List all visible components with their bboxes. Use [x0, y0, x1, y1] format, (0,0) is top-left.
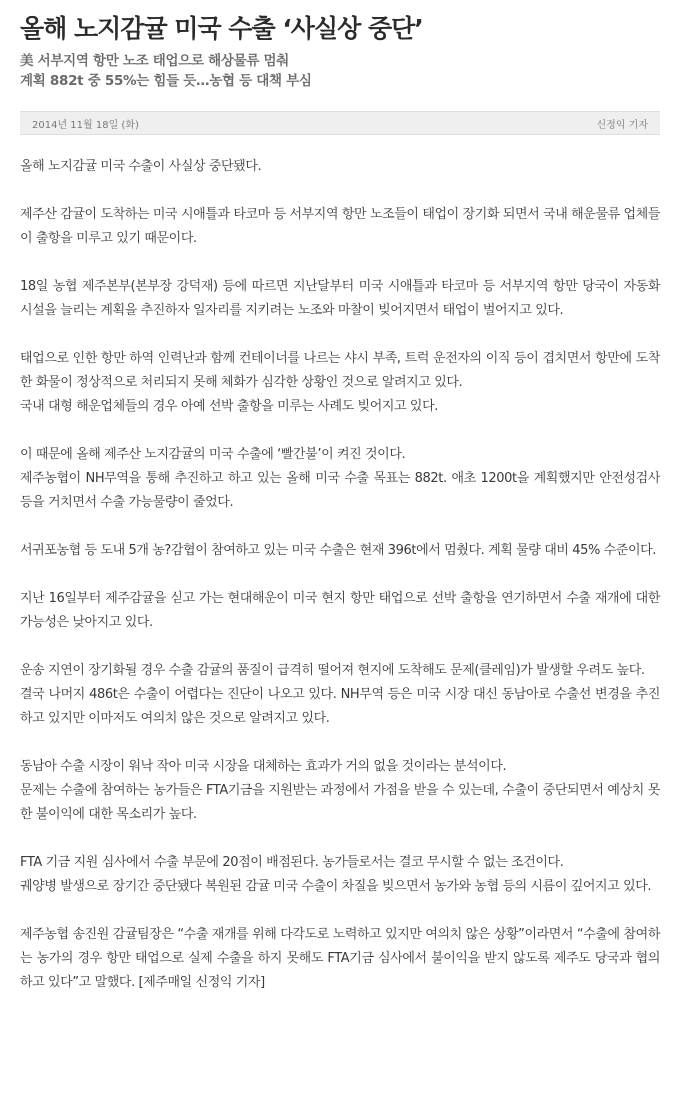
paragraph-sentence: 동남아 수출 시장이 워낙 작아 미국 시장을 대체하는 효과가 거의 없을 것이라는 분석이다.	[20, 759, 507, 774]
paragraph-sentence: 이 때문에 올해 제주산 노지감귤의 미국 수출에 ‘빨간불’이 켜진 것이다.	[20, 447, 406, 462]
article-paragraph	[20, 275, 660, 323]
article-paragraph	[20, 155, 660, 179]
article-paragraph	[20, 755, 660, 827]
paragraph-sentence: 올해 노지감귤 미국 수출이 사실상 중단됐다.	[20, 159, 262, 174]
article-body	[20, 155, 660, 995]
paragraph-sentence: 서귀포농협 등 도내 5개 농?감협이 참여하고 있는 미국 수출은 현재 396t에서 멈췄다. 계획 물량 대비 45% 수준이다.	[20, 543, 657, 558]
paragraph-sentence: 운송 지연이 장기화될 경우 수출 감귤의 품질이 급격히 떨어져 현지에 도착해도 문제(클레임)가 발생할 우려도 높다.	[20, 663, 645, 678]
paragraph-sentence: 문제는 수출에 참여하는 농가들은 FTA기금을 지원받는 과정에서 가점을 받을 수 있는데, 수출이 중단되면서 예상치 못한 불이익에 대한 목소리가 높다.	[20, 783, 660, 822]
paragraph-sentence: 결국 나머지 486t은 수출이 어렵다는 진단이 나오고 있다. NH무역 등은 미국 시장 대신 동남아로 수출선 변경을 추진하고 있지만 이마저도 여의치 않은 것으로 알려지고 있다.	[20, 687, 660, 726]
reporter-byline: 신정익 기자	[596, 119, 648, 131]
paragraph-sentence: 제주산 감귤이 도착하는 미국 시애틀과 타코마 등 서부지역 항만 노조들이 태업이 장기화 되면서 국내 해운물류 업체들이 출항을 미루고 있기 때문이다.	[20, 207, 660, 246]
paragraph-sentence: 18일 농협 제주본부(본부장 강덕재) 등에 따르면 지난달부터 미국 시애틀과 타코마 등 서부지역 항만 당국이 자동화 시설을 늘리는 계획을 추진하자 일자리를 지키려는 노조와 마찰이 빚어지면서 태업이 벌어지고 있다.	[20, 279, 660, 318]
headline: 올해 노지감귤 미국 수출 ‘사실상 중단’	[20, 14, 423, 43]
subheadlines	[20, 51, 660, 91]
subheadline: 美 서부지역 항만 노조 태업으로 해상물류 멈춰	[20, 53, 289, 69]
paragraph-sentence: 제주농협 송진원 감귤팀장은 “수출 재개를 위해 다각도로 노력하고 있지만 여의치 않은 상황”이라면서 “수출에 참여하는 농가의 경우 항만 태업으로 실제 수출을 하지 못해도 FTA기금 심사에서 불이익을 받지 않도록 제주도 당국과 협의하고 있다”고 말했다. [제주매일 신정익 기자]	[20, 927, 660, 990]
article-paragraph	[20, 443, 660, 515]
article-paragraph	[20, 851, 660, 899]
article-paragraph	[20, 539, 660, 563]
article-paragraph	[20, 347, 660, 419]
article-meta-bar	[20, 111, 660, 135]
article-paragraph	[20, 203, 660, 251]
article-paragraph	[20, 659, 660, 731]
paragraph-sentence: 지난 16일부터 제주감귤을 싣고 가는 현대해운이 미국 현지 항만 태업으로 선박 출항을 연기하면서 수출 재개에 대한 가능성은 낮아지고 있다.	[20, 591, 660, 630]
paragraph-sentence: FTA 기금 지원 심사에서 수출 부문에 20점이 배점된다. 농가들로서는 결코 무시할 수 없는 조건이다.	[20, 855, 564, 870]
article-paragraph	[20, 587, 660, 635]
paragraph-sentence: 태업으로 인한 항만 하역 인력난과 함께 컨테이너를 나르는 샤시 부족, 트럭 운전자의 이직 등이 겹치면서 항만에 도착한 화물이 정상적으로 처리되지 못해 체화가 심각한 상황인 것으로 알려지고 있다.	[20, 351, 660, 390]
article-paragraph	[20, 923, 660, 995]
paragraph-sentence: 국내 대형 해운업체들의 경우 아예 선박 출항을 미루는 사례도 빚어지고 있다.	[20, 399, 438, 414]
publish-date: 2014년 11월 18일 (화)	[32, 119, 139, 131]
paragraph-sentence: 궤양병 발생으로 장기간 중단됐다 복원된 감귤 미국 수출이 차질을 빚으면서 농가와 농협 등의 시름이 깊어지고 있다.	[20, 879, 652, 894]
subheadline: 계획 882t 중 55%는 힘들 듯…농협 등 대책 부심	[20, 73, 312, 89]
paragraph-sentence: 제주농협이 NH무역을 통해 추진하고 하고 있는 올해 미국 수출 목표는 882t. 애초 1200t을 계획했지만 안전성검사 등을 거치면서 수출 가능물량이 줄었다.	[20, 471, 660, 510]
